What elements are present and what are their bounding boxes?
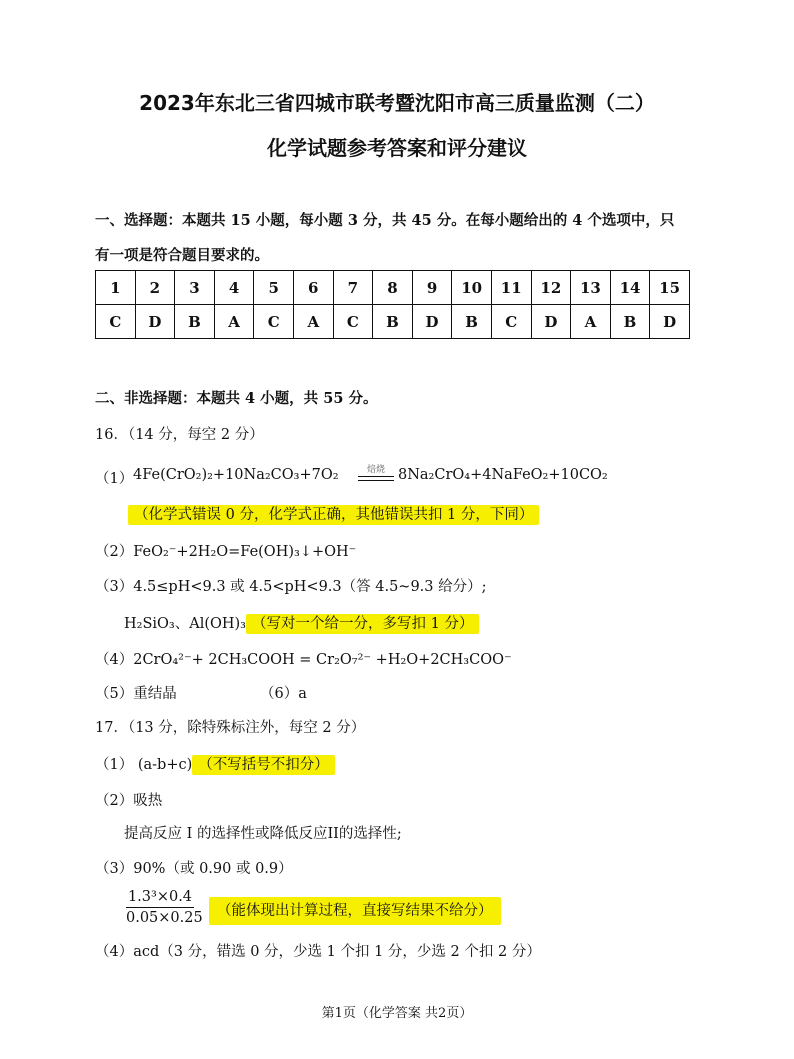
- q16-part4: （4）2CrO₄²⁻+ 2CH₃COOH = Cr₂O₇²⁻ +H₂O+2CH₃COO⁻: [95, 652, 512, 668]
- highlight-note: （能体现出计算过程，直接写结果不给分）: [209, 897, 501, 925]
- q16-part3b-text: H₂SiO₃、Al(OH)₃: [124, 616, 246, 632]
- q16-part3: （3）4.5≤pH<9.3 或 4.5<pH<9.3（答 4.5~9.3 给分）;: [95, 579, 487, 595]
- equals-bar-top: [358, 476, 394, 477]
- q17-part1-text: （1） (a-b+c): [95, 757, 193, 773]
- question-number-cell: 3: [175, 271, 215, 305]
- answer-cell: D: [531, 305, 571, 339]
- page-title: 2023年东北三省四城市联考暨沈阳市高三质量监测（二）: [139, 91, 655, 115]
- highlight-note: （化学式错误 0 分，化学式正确，其他错误共扣 1 分，下同）: [128, 505, 539, 525]
- fraction-numerator: 1.3³×0.4: [126, 889, 194, 908]
- q16-part3b: [124, 612, 479, 633]
- answer-cell: A: [293, 305, 333, 339]
- answer-cell: C: [254, 305, 294, 339]
- q17-part3-note: [209, 899, 501, 920]
- question-number-cell: 12: [531, 271, 571, 305]
- q17-part2b: 提高反应 I 的选择性或降低反应II的选择性;: [124, 826, 402, 842]
- question-number-cell: 7: [333, 271, 373, 305]
- answer-cell: B: [373, 305, 413, 339]
- question-number-cell: 9: [412, 271, 452, 305]
- section1-intro-line2: 有一项是符合题目要求的。: [95, 247, 269, 264]
- answer-cell: C: [333, 305, 373, 339]
- highlight-note: （写对一个给一分，多写扣 1 分）: [246, 614, 479, 634]
- answer-cell: D: [650, 305, 690, 339]
- q17-part1: [95, 753, 335, 774]
- fraction-denominator: 0.05×0.25: [126, 910, 203, 926]
- q17-heading: 17．（13 分，除特殊标注外，每空 2 分）: [95, 720, 366, 736]
- question-number-cell: 8: [373, 271, 413, 305]
- answer-cell: C: [491, 305, 531, 339]
- answer-cell: B: [175, 305, 215, 339]
- q17-part3: （3）90%（或 0.90 或 0.9）: [95, 861, 293, 877]
- question-number-cell: 13: [571, 271, 611, 305]
- answer-table-answer-row: [96, 305, 690, 339]
- answer-cell: D: [412, 305, 452, 339]
- question-number-cell: 15: [650, 271, 690, 305]
- q17-part4: （4）acd（3 分，错选 0 分，少选 1 个扣 1 分，少选 2 个扣 2 分）: [95, 944, 541, 960]
- equals-bar-bottom: [358, 480, 394, 481]
- answer-cell: B: [452, 305, 492, 339]
- q16-part1-note: [128, 503, 539, 524]
- q17-part2: （2）吸热: [95, 793, 163, 809]
- q16-part1-reactants: 4Fe(CrO₂)₂+10Na₂CO₃+7O₂: [133, 467, 339, 483]
- q16-part6: （6）a: [260, 686, 307, 702]
- q16-part2: （2）FeO₂⁻+2H₂O=Fe(OH)₃↓+OH⁻: [95, 544, 357, 560]
- answer-cell: A: [571, 305, 611, 339]
- q16-part1-products: 8Na₂CrO₄+4NaFeO₂+10CO₂: [398, 467, 608, 483]
- page-footer: 第1页（化学答案 共2页）: [321, 1006, 473, 1021]
- answer-cell: D: [135, 305, 175, 339]
- question-number-cell: 11: [491, 271, 531, 305]
- question-number-cell: 4: [214, 271, 254, 305]
- q16-heading: 16．（14 分，每空 2 分）: [95, 427, 264, 443]
- highlight-note: （不写括号不扣分）: [192, 755, 335, 775]
- answer-table: [95, 270, 690, 339]
- section1-intro-line1: 一、选择题：本题共 15 小题，每小题 3 分，共 45 分。在每小题给出的 4 个选项中，只: [95, 212, 675, 229]
- answer-cell: A: [214, 305, 254, 339]
- q16-reaction-condition: 焙烧: [366, 465, 385, 475]
- section2-intro: 二、非选择题：本题共 4 小题，共 55 分。: [95, 390, 378, 407]
- page-subtitle: 化学试题参考答案和评分建议: [267, 136, 527, 160]
- calculation-fraction: [126, 889, 203, 926]
- question-number-cell: 5: [254, 271, 294, 305]
- q16-part1-label: （1）: [95, 471, 134, 487]
- answer-cell: B: [610, 305, 650, 339]
- question-number-cell: 6: [293, 271, 333, 305]
- question-number-cell: 14: [610, 271, 650, 305]
- q16-part5: （5）重结晶: [95, 686, 177, 702]
- question-number-cell: 10: [452, 271, 492, 305]
- question-number-cell: 2: [135, 271, 175, 305]
- answer-table-number-row: [96, 271, 690, 305]
- answer-cell: C: [96, 305, 136, 339]
- question-number-cell: 1: [96, 271, 136, 305]
